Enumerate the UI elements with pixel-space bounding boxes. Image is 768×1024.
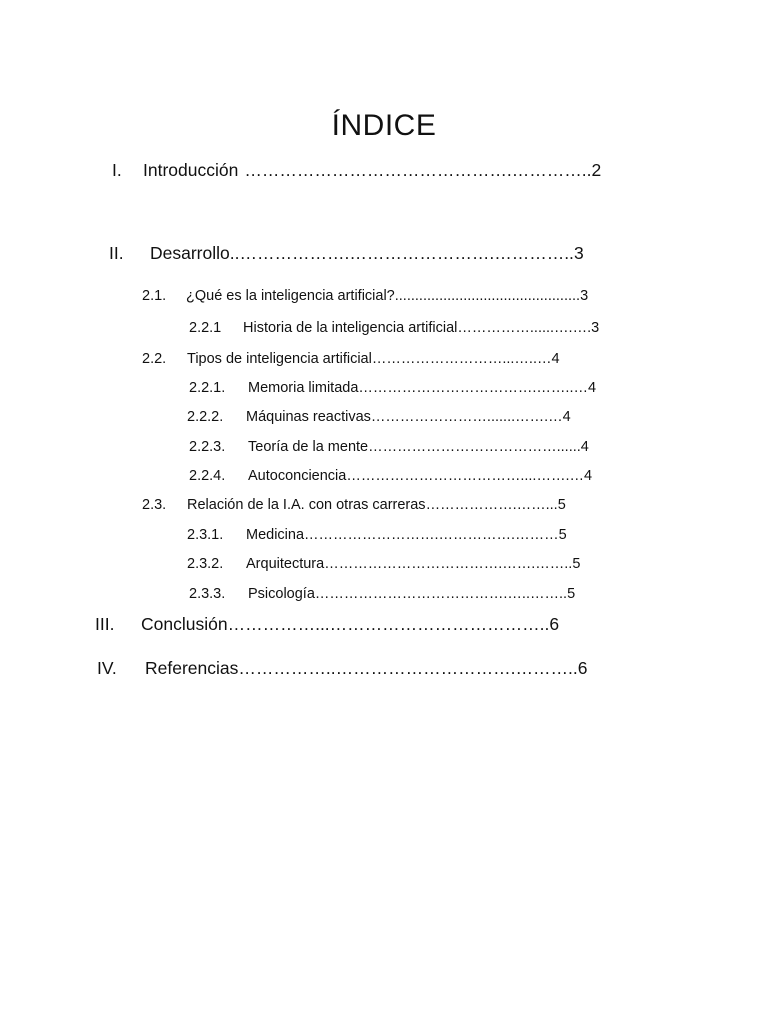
toc-entry-number: 2.3.2.: [187, 556, 224, 572]
toc-entry: [189, 320, 599, 336]
toc-entry-page: 4: [562, 409, 571, 425]
toc-entry-page: 6: [549, 614, 560, 634]
index-title: ÍNDICE: [331, 109, 437, 142]
toc-entry-label: Historia de la inteligencia artificial: [243, 320, 458, 336]
toc-entry-page: 4: [588, 380, 597, 396]
toc-entry-page: 4: [551, 351, 560, 367]
toc-entry-number: 2.2.1.: [189, 380, 226, 396]
toc-entry-leader: ……………..………………………….………..: [238, 658, 578, 678]
toc-entry-leader: ..............................................: [394, 288, 581, 304]
toc-entry-label: Introducción: [143, 160, 239, 180]
toc-entry-leader: …………………….......…….…: [370, 409, 563, 425]
toc-entry-page: 4: [584, 468, 593, 484]
toc-entry: [187, 527, 567, 543]
toc-entry-label: ¿Qué es la inteligencia artificial?: [186, 288, 395, 304]
toc-entry-leader: …………………………………......: [368, 439, 581, 455]
toc-entry-leader: ……………………………………….…………..: [244, 160, 592, 180]
toc-entry-page: 5: [557, 497, 566, 513]
toc-entry-page: 3: [573, 243, 584, 263]
toc-entry-number: 2.2.: [142, 351, 167, 367]
toc-entry: [189, 380, 596, 396]
toc-entry-label: Medicina: [246, 527, 305, 543]
toc-entry-page: 4: [580, 439, 589, 455]
toc-entry-page: 3: [591, 320, 600, 336]
toc-entry-page: 5: [558, 527, 567, 543]
toc-entry-label: Arquitectura: [246, 556, 325, 572]
toc-entry: [142, 288, 588, 304]
toc-entry-label: Memoria limitada: [248, 380, 359, 396]
toc-entry-label: Conclusión: [141, 614, 228, 634]
toc-entry: [189, 468, 592, 484]
toc-entry: [97, 658, 587, 679]
toc-entry-number: 2.3.1.: [187, 527, 224, 543]
toc-entry-number: IV.: [97, 658, 117, 678]
toc-entry-label: Teoría de la mente: [248, 439, 369, 455]
toc-entry: [112, 160, 601, 181]
toc-entry-leader: ……………………….…………….………: [304, 527, 559, 543]
toc-entry-label: Autoconciencia: [248, 468, 347, 484]
toc-entry-label: Referencias: [145, 658, 239, 678]
toc-entry-page: 5: [572, 556, 581, 572]
toc-entry: [187, 409, 571, 425]
toc-entry: [109, 243, 584, 264]
toc-entry-leader: ……………………………….…….……..: [324, 556, 573, 572]
toc-entry: [187, 556, 580, 572]
toc-entry: [95, 614, 559, 635]
toc-entry-leader: ………………………………....…….…: [346, 468, 584, 484]
toc-entry-leader: ………………………………….…..……..: [314, 586, 568, 602]
toc-entry-number: III.: [95, 614, 115, 634]
toc-entry-number: 2.3.3.: [189, 586, 226, 602]
toc-entry-label: Relación de la I.A. con otras carreras: [187, 497, 426, 513]
toc-entry-label: Tipos de inteligencia artificial: [187, 351, 372, 367]
toc-entry-number: 2.1.: [142, 288, 167, 304]
toc-entry-leader: ……………...………………………………..: [227, 614, 550, 634]
toc-entry-leader: ………………………...…..…: [371, 351, 552, 367]
toc-entry-label: Desarrollo: [150, 243, 230, 263]
toc-entry-leader: ……………………………….……..…: [358, 380, 588, 396]
toc-entry-number: 2.2.3.: [189, 439, 226, 455]
toc-entry-page: 2: [591, 160, 602, 180]
toc-entry-page: 5: [567, 586, 576, 602]
toc-entry-number: 2.2.2.: [187, 409, 224, 425]
toc-entry: [189, 586, 575, 602]
toc-entry-number: II.: [109, 243, 124, 263]
toc-entry-number: 2.2.4.: [189, 468, 226, 484]
toc-entry-number: 2.2.1: [189, 320, 222, 336]
toc-entry-leader: ……………......….….: [457, 320, 592, 336]
toc-entry-label: Psicología: [248, 586, 315, 602]
toc-entry: [142, 351, 560, 367]
toc-entry-label: Máquinas reactivas: [246, 409, 371, 425]
toc-entry-leader: ……………….……...: [425, 497, 558, 513]
toc-entry: [142, 497, 566, 513]
toc-entry: [189, 439, 589, 455]
toc-entry-page: 6: [577, 658, 588, 678]
toc-entry-number: 2.3.: [142, 497, 167, 513]
toc-entry-page: 3: [580, 288, 589, 304]
toc-entry-number: I.: [112, 160, 122, 180]
toc-entry-leader: ..……………….…………………….…………..: [229, 243, 574, 263]
